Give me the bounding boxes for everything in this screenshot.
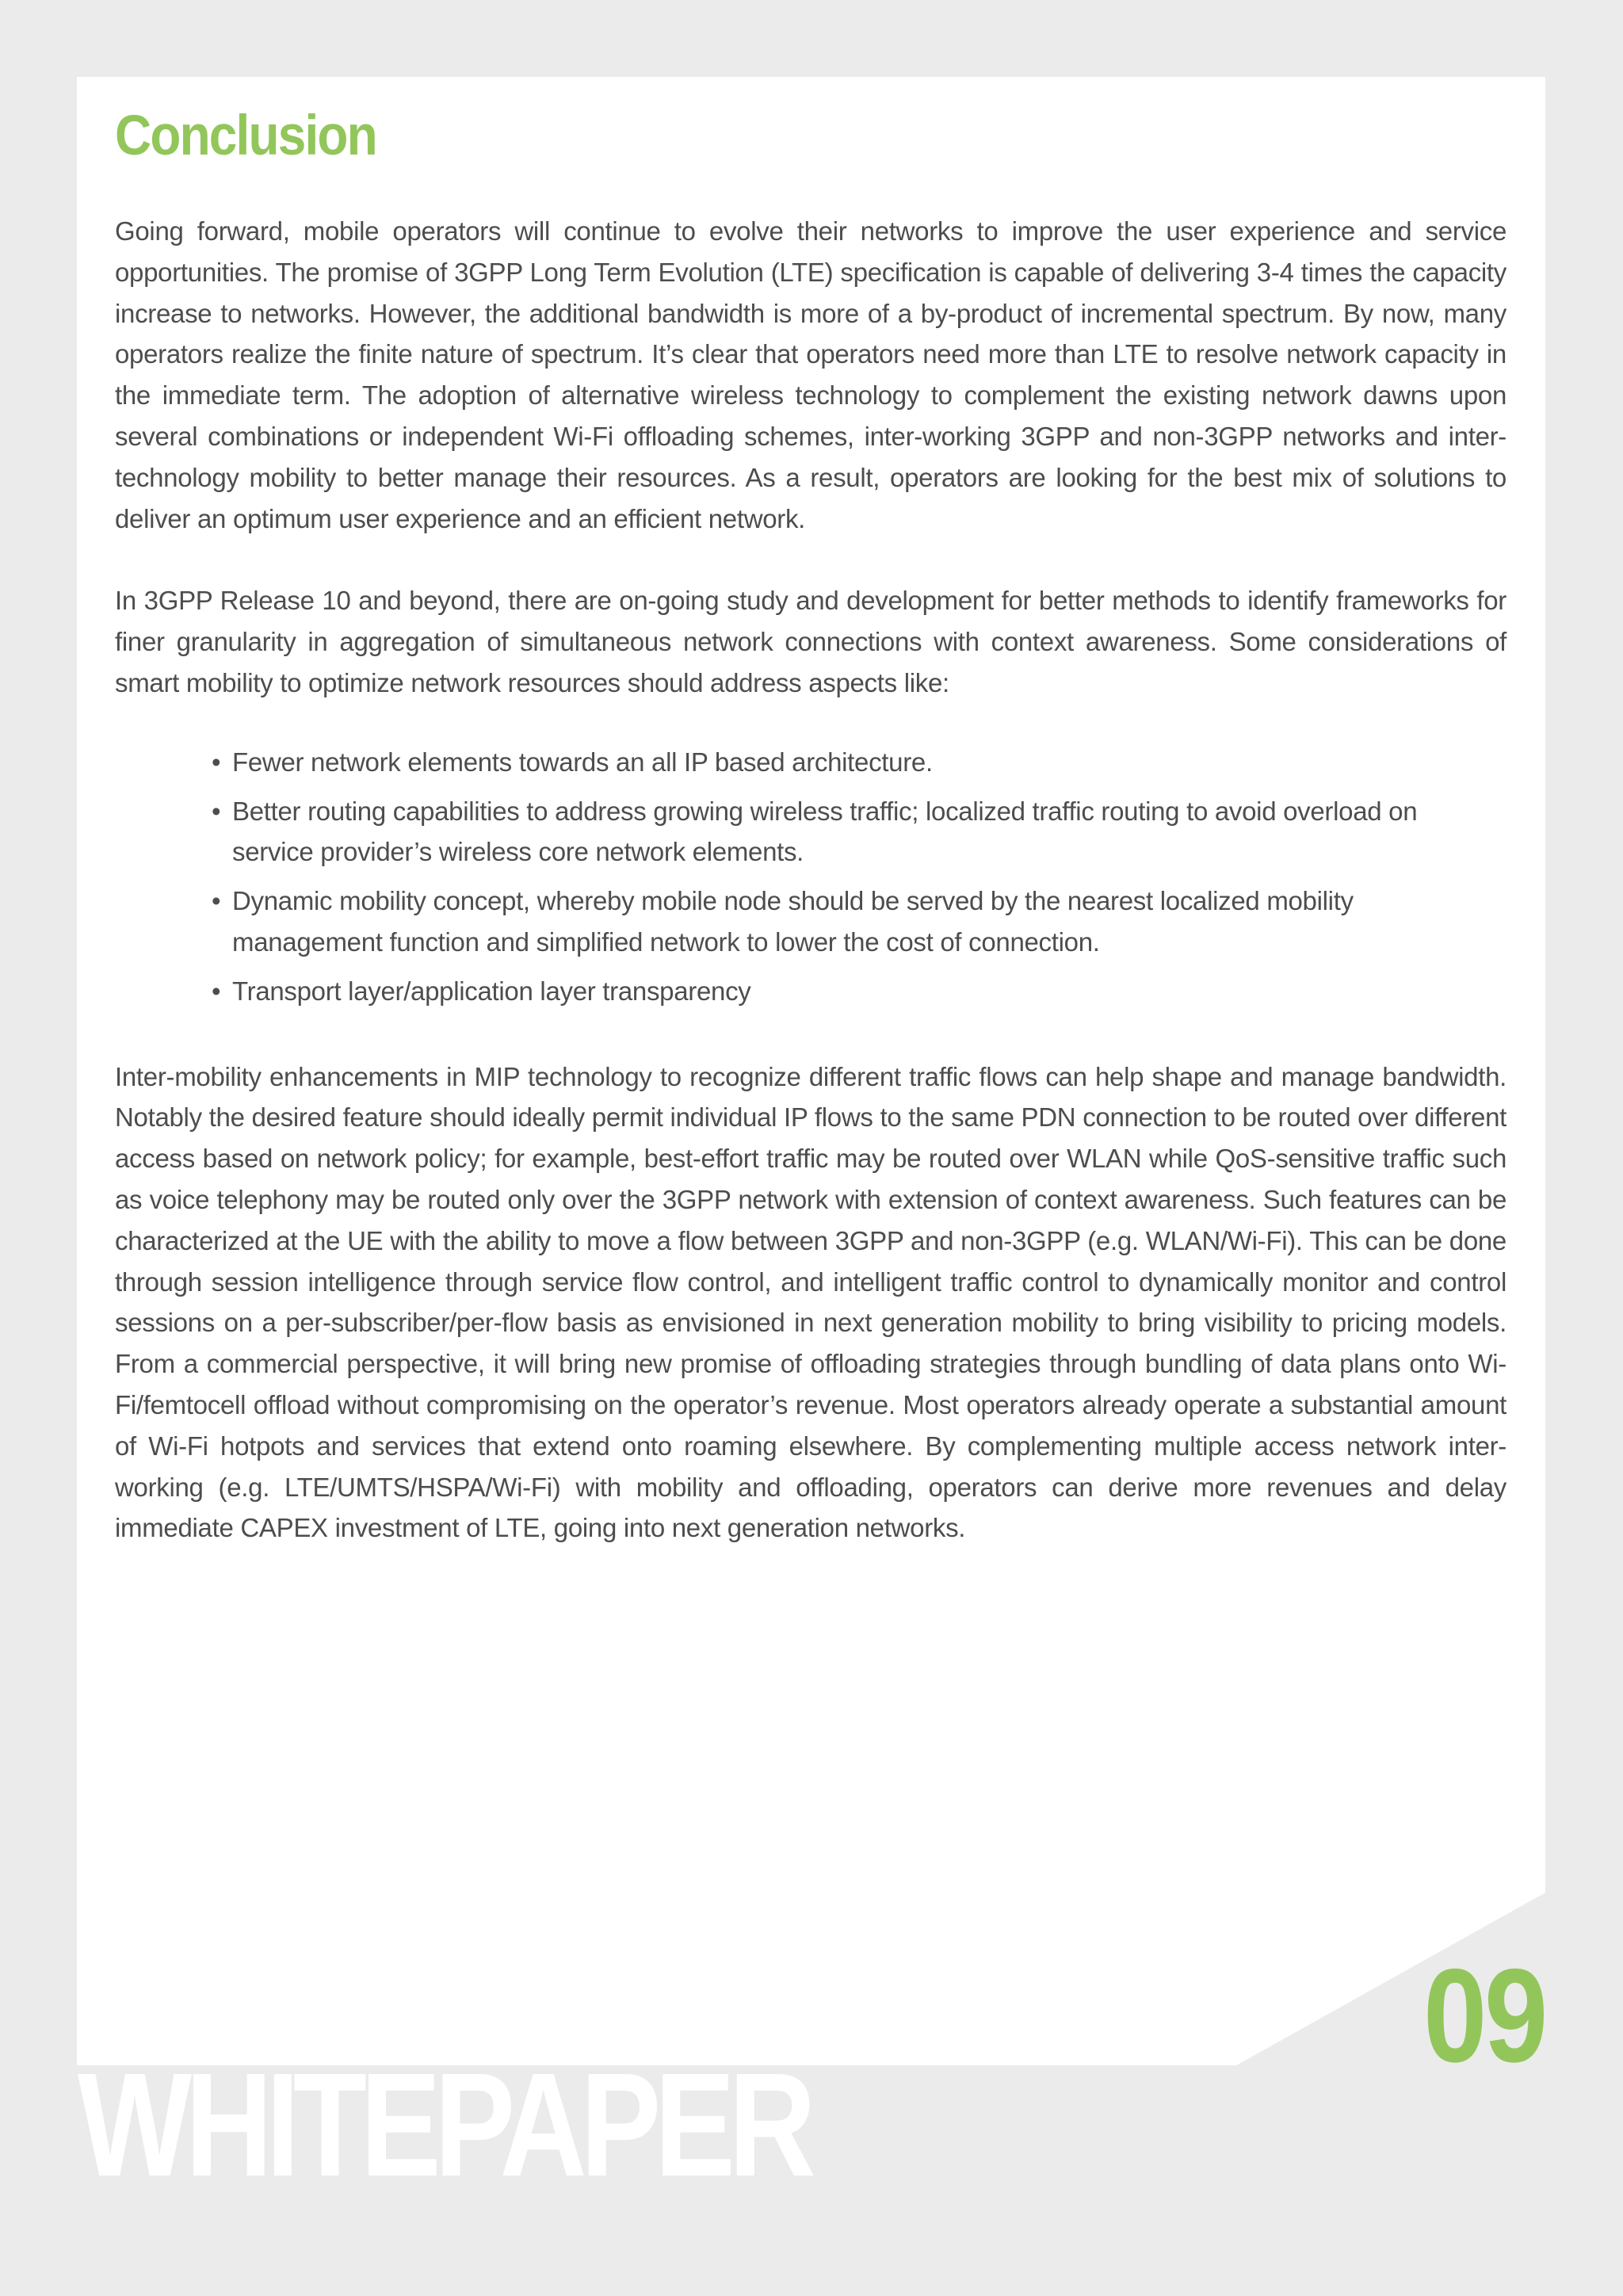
list-item-text: Transport layer/application layer transparency <box>232 976 751 1006</box>
page-title: Conclusion <box>115 105 376 167</box>
list-item-text: Better routing capabilities to address growing wireless traffic; localized traffic routing to avoid overload on service provider’s wireless core network elements. <box>232 796 1418 867</box>
considerations-list <box>115 742 1507 1012</box>
paragraph-inter-mobility: Inter-mobility enhancements in MIP technology to recognize different traffic flows can help shape and manage bandwidth. Notably the desired feature should ideally permit individual IP flows to the same PDN connection to be routed over different access based on network policy; for example, best-effort traffic may be routed over WLAN while QoS-sensitive traffic such as voice telephony may be routed only over the 3GPP network with extension of context awareness. Such features can be characterized at the UE with the ability to move a flow between 3GPP and non-3GPP (e.g. WLAN/Wi-Fi). This can be done through session intelligence through service flow control, and intelligent traffic control to dynamically monitor and control sessions on a per-subscriber/per-flow basis as envisioned in next generation mobility to bring visibility to pricing models. From a commercial perspective, it will bring new promise of offloading strategies through bundling of data plans onto Wi-Fi/femtocell offload without compromising on the operator’s revenue. Most operators already operate a substantial amount of Wi-Fi hotpots and services that extend onto roaming elsewhere. By complementing multiple access network inter-working (e.g. LTE/UMTS/HSPA/Wi-Fi) with mobility and offloading, operators can derive more revenues and delay immediate CAPEX investment of LTE, going into next generation networks. <box>115 1061 1507 1543</box>
page-number: 09 <box>1423 1941 1545 2090</box>
bullet-icon: • <box>212 747 221 777</box>
list-item-text: Fewer network elements towards an all IP based architecture. <box>232 747 933 777</box>
bullet-icon: • <box>212 976 221 1006</box>
list-item <box>212 742 1507 783</box>
bullet-icon: • <box>212 886 221 916</box>
list-item <box>212 881 1507 963</box>
list-item <box>212 971 1507 1012</box>
list-item-text: Dynamic mobility concept, whereby mobile node should be served by the nearest localized mobility management function and simplified network to lower the cost of connection. <box>232 886 1354 957</box>
list-item <box>212 791 1507 873</box>
paragraph-release-10: In 3GPP Release 10 and beyond, there are on-going study and development for better methods to identify frameworks for finer granularity in aggregation of simultaneous network connections with context awareness. Some considerations of smart mobility to optimize network resources should address aspects like: <box>115 586 1507 697</box>
whitepaper-watermark: WHITEPAPER <box>78 2043 810 2207</box>
paragraph-intro: Going forward, mobile operators will continue to evolve their networks to improve the user experience and service opportunities. The promise of 3GPP Long Term Evolution (LTE) specification is capable of delivering 3-4 times the capacity increase to networks. However, the additional bandwidth is more of a by-product of incremental spectrum. By now, many operators realize the finite nature of spectrum. It’s clear that operators need more than LTE to resolve network capacity in the immediate term. The adoption of alternative wireless technology to complement the existing network dawns upon several combinations or independent Wi-Fi offloading schemes, inter-working 3GPP and non-3GPP networks and inter-technology mobility to better manage their resources. As a result, operators are looking for the best mix of solutions to deliver an optimum user experience and an efficient network. <box>115 216 1507 533</box>
document-body <box>115 95 1507 1549</box>
bullet-icon: • <box>212 796 221 826</box>
